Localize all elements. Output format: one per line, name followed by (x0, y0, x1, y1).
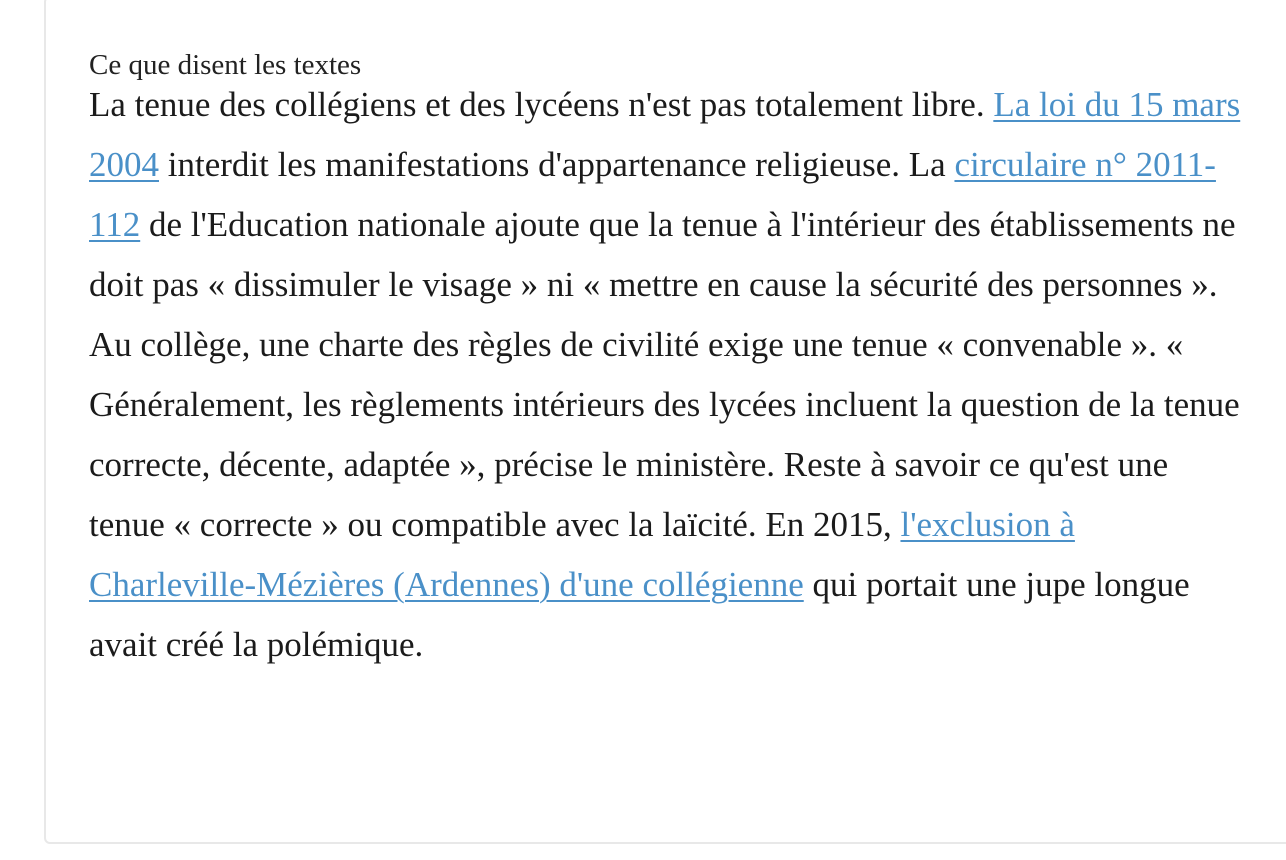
article-card (44, 0, 1286, 844)
article-paragraph (89, 75, 1249, 675)
article-content (89, 48, 1249, 682)
paragraph-text-1: La tenue des collégiens et des lycéens n'est pas totalement libre. (89, 85, 994, 124)
charleville-exclusion-link[interactable]: l'exclusion à Charleville-Mézières (Ardennes) d'une collégienne (89, 505, 1075, 604)
section-title: Ce que disent les textes (89, 49, 362, 81)
law-2004-link[interactable]: La loi du 15 mars 2004 (89, 85, 1241, 184)
paragraph-text-3: de l'Education nationale ajoute que la tenue à l'intérieur des établissements ne doit pas « dissimuler le visage » ni « mettre en cause la sécurité des personnes ». Au collège, une charte des règles de civilité exige une tenue « convenable ». « Généralement, les règlements intérieurs des lycées incluent la question de la tenue correcte, décente, adaptée », précise le ministère. Reste à savoir ce qu'est une tenue « correcte » ou compatible avec la laïcité. En 2015, (89, 205, 1240, 544)
circular-2011-112-link[interactable]: circulaire n° 2011-112 (89, 145, 1216, 244)
paragraph-text-2: interdit les manifestations d'appartenance religieuse. La (159, 145, 955, 184)
paragraph-text-4: qui portait une jupe longue avait créé la polémique. (89, 565, 1190, 664)
